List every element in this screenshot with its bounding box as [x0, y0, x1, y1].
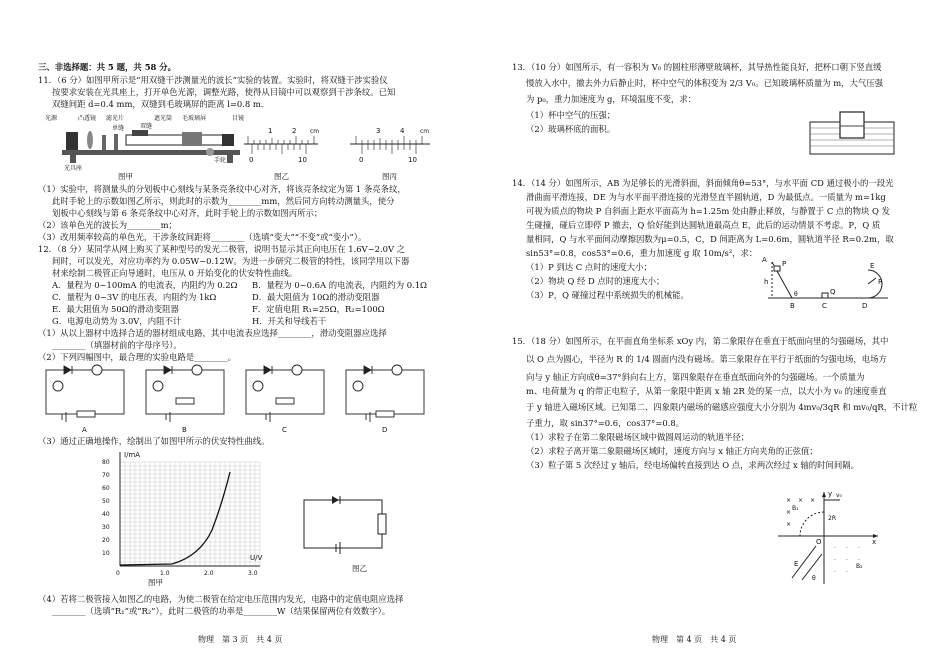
circuit-a	[46, 365, 124, 422]
q14-line: 量相同，Q 与水平面间动摩擦因数为μ=0.5，C，D 间距离为 L=0.6m，圆轨道半径 R=0.2m，取	[526, 234, 894, 244]
svg-text:·: ·	[858, 557, 860, 564]
x-tick-label: 0	[116, 570, 120, 577]
q14-line: 可视为质点的物块 P 自斜面上距水平面高为 h=1.25m 处由静止释放，与静置于 C 点的物块 Q 发	[526, 206, 890, 216]
page-footer-left: 物理 第 3 页 共 4 页	[198, 635, 283, 644]
y-axis-label: I/mA	[124, 451, 141, 459]
label-single-slit: 单缝	[112, 125, 125, 132]
section-title: 三、非选择题：共 5 题，共 58 分。	[38, 62, 177, 72]
q12-sub4: （4）若将二极管接入如图乙的电路，为使二极管在给定电压范围内发光，电路中的定值电阻应选择	[38, 594, 404, 604]
fig-caption: 图乙	[352, 564, 367, 573]
fig-label: θ	[812, 575, 816, 582]
q12-sub4: ________（选填“R₁”或“R₂”），此时二极管的功率是________W（结果保留两位有效数字）。	[52, 606, 391, 616]
tick-label: cm	[420, 128, 430, 135]
svg-text:·: ·	[834, 545, 836, 552]
label-handwheel: 手轮	[214, 157, 227, 164]
circuit-label: B	[182, 426, 187, 434]
x-tick-label: 2.0	[204, 570, 214, 577]
fig-label: C	[822, 302, 827, 310]
q12-option: A．量程为 0~100mA 的电流表，内阻约为 0.2Ω	[52, 280, 238, 290]
q12-option: F．定值电阻 R₁=25Ω，R₂=100Ω	[252, 304, 385, 314]
label-tube: 遮光筒	[154, 115, 173, 122]
q15-line: （1）求粒子在第二象限磁场区域中做圆周运动的轨道半径；	[526, 432, 750, 442]
tick-label: cm	[310, 128, 320, 135]
svg-text:×: ×	[786, 497, 792, 504]
q14-line: （1）P 到达 C 点时的速度大小；	[526, 262, 652, 272]
vernier-scale-c	[348, 124, 432, 168]
q11-line: 11．（6 分）如图甲所示是“用双缝干涉测量光的波长”实验的装置。实验时，将双缝干涉实验仪	[38, 75, 388, 85]
q12-line: 间时，可以发光，对应功率约为 0.05W~0.12W。为进一步研究二极管的特性，该同学用以下器	[52, 256, 410, 266]
q12-line: 12．（8 分）某同学从网上购买了某种型号的发光二极管，说明书显示其正向电压在 1.6V~2.0V 之	[38, 244, 406, 254]
tick-label: 0	[359, 156, 364, 164]
page-footer-right: 物理 第 4 页 共 4 页	[652, 635, 737, 644]
q12-option: B．量程为 0~0.6A 的电流表，内阻约为 0.1Ω	[252, 280, 427, 290]
fig-label: R	[878, 278, 883, 286]
tick-label: 2	[292, 127, 297, 135]
svg-text:·: ·	[846, 569, 848, 576]
fig-label: x	[872, 538, 877, 546]
fig-label: A	[762, 256, 767, 264]
fig-label: B	[790, 302, 795, 310]
y-tick-label: 20	[102, 537, 110, 544]
y-tick-label: 80	[102, 459, 110, 466]
x-tick-label: 3.0	[248, 570, 258, 577]
fig-label: 2R	[828, 515, 836, 522]
fig-label: B₁	[792, 505, 799, 512]
q11-sub: （3）改用频率较高的单色光，干涉条纹间距将________（选填“变大”“不变”或“变小”）。	[38, 232, 367, 242]
q11-sub: （2）该单色光的波长为________m；	[38, 220, 177, 230]
fig-label: E	[870, 262, 875, 270]
y-tick-label: 60	[102, 485, 110, 492]
diode-resistor-circuit	[298, 494, 398, 558]
q14-line: （3）P，Q 碰撞过程中系统损失的机械能。	[526, 290, 689, 300]
label-eyepiece: 目镜	[232, 115, 245, 122]
svg-text:·: ·	[834, 557, 836, 564]
glass-in-water-figure	[806, 108, 898, 158]
fig-label: P	[782, 260, 787, 268]
q12-sub: ________（填器材前的字母序号）。	[52, 340, 182, 350]
q11-line: 按要求安装在光具座上，打开单色光源，调整光路，使得从目镜中可以观察到干涉条纹。已知	[52, 87, 396, 97]
x-axis-label: U/V	[250, 554, 263, 562]
fig-caption: 图甲	[148, 578, 163, 587]
y-tick-label: 40	[102, 511, 110, 518]
tick-label: 4	[400, 127, 405, 135]
q12-option: D．最大阻值为 10Ω的滑动变阻器	[252, 292, 380, 302]
circuit-c	[246, 365, 324, 422]
y-tick-label: 70	[102, 472, 110, 479]
tick-label: 3	[376, 127, 381, 135]
svg-text:·: ·	[858, 545, 860, 552]
label-double-slit: 双缝	[140, 123, 153, 130]
svg-text:×: ×	[786, 521, 792, 528]
q14-line: 生碰撞，碰后立即停 P 撤去，Q 恰好能到达圆轨道最高点 E，此后的运动情景不考虑。P，Q 质	[526, 220, 881, 230]
tick-label: 10	[408, 156, 417, 164]
q11-sub: 此时手轮上的示数如图乙所示，则此时的示数为________mm，然后同方向转动测量头，使分	[52, 196, 395, 206]
q12-option: C．量程为 0~3V 的电压表，内阻约为 1kΩ	[52, 292, 217, 302]
svg-text:·: ·	[846, 557, 848, 564]
q15-line: 以 O 点为圆心，半径为 R 的 1/4 圆面内没有磁场。第三象限存在平行于纸面的匀强电场，电场方	[526, 354, 887, 364]
fig-label: v₀	[836, 492, 842, 499]
circuit-options	[42, 364, 442, 434]
svg-text:×: ×	[810, 497, 816, 504]
y-tick-label: 30	[102, 524, 110, 531]
fig-caption: 图乙	[274, 172, 289, 181]
svg-text:·: ·	[834, 569, 836, 576]
q15-line: 于 y 轴进入磁场区域。已知第二、四象限内磁场的磁感应强度大小分别为 4mv₀/3qR 和 mv₀/qR，不计粒	[526, 402, 918, 412]
coordinate-field-figure	[774, 488, 884, 588]
svg-text:×: ×	[798, 497, 804, 504]
fig-label: D	[862, 302, 868, 310]
q12-line: 材来绘制二极管正向导通时，电压从 0 开始变化的伏安特性曲线。	[52, 268, 298, 278]
q12-sub: （1）从以上器材中选择合适的器材组成电路，其中电流表应选择________，滑动变阻器应选择	[38, 328, 387, 338]
fig-label: Q	[830, 288, 836, 296]
q13-line: 为 p₀，重力加速度为 g，环境温度不变，求：	[526, 94, 697, 104]
circuit-label: C	[282, 426, 287, 434]
vernier-scale-b	[242, 124, 320, 168]
label-filter: 滤光片	[106, 115, 125, 122]
q15-line: 子重力，取 sin37°=0.6，cos37°=0.8。	[526, 418, 685, 428]
fig-label: θ	[794, 291, 798, 298]
y-tick-label: 10	[102, 550, 110, 557]
x-tick-label: 1.0	[160, 570, 170, 577]
circuit-label: D	[382, 426, 388, 434]
svg-text:×: ×	[786, 509, 792, 516]
fig-caption: 图甲	[118, 172, 133, 181]
q15-line: （2）求粒子离开第二象限磁场区域时，速度方向与 x 轴正方向夹角的正弦值；	[526, 446, 818, 456]
q13-line: （2）玻璃杯底的面积。	[526, 124, 616, 134]
q12-option: E．最大阻值为 50Ω的滑动变阻器	[52, 304, 179, 314]
label-lens: 凸透镜	[78, 115, 97, 122]
q15-line: 15．（18 分）如图所示，在平面直角坐标系 xOy 内，第二象限存在垂直于纸面向里的匀强磁场，其中	[512, 336, 889, 346]
q14-line: 滑曲面平滑连接，DE 为与水平面平滑连接的光滑竖直半圆轨道，D 为最低点。一质量为 m=1kg	[526, 192, 886, 202]
fig-caption: 图丙	[382, 172, 397, 181]
y-tick-label: 50	[102, 498, 110, 505]
fig-label: h	[764, 278, 769, 286]
q11-sub: 划板中心刻线与第 6 条亮条纹中心对齐，此时手轮上的示数如图丙所示；	[52, 208, 323, 218]
circuit-label: A	[82, 426, 87, 434]
fig-label: y	[828, 490, 833, 498]
iu-characteristic-graph	[90, 448, 270, 578]
label-optical-bench: 光具座	[64, 165, 83, 172]
q11-sub: （1）实验中，将测量头的分划板中心刻线与某条亮条纹中心对齐，将该亮条纹定为第 1 条亮条纹，	[38, 184, 406, 194]
q12-sub: （2）下列四幅图中，最合理的实验电路是________。	[38, 352, 236, 362]
fig-label: O	[816, 538, 822, 546]
q15-line: 向与 y 轴正方向成θ=37°斜向右上方，第四象限存在垂直纸面向外的匀强磁场。一个质量为	[526, 372, 865, 382]
q13-line: 慢放入水中，撤去外力后静止时，杯中空气的体积变为 2/3 V₀。已知玻璃杯质量为 m，大气压强	[526, 78, 884, 88]
q12-option: G．电源电动势为 3.0V，内阻不计	[52, 316, 182, 326]
incline-track-figure	[758, 256, 918, 312]
fig-label: B₂	[856, 563, 863, 570]
label-screen: 毛玻璃屏	[182, 115, 207, 122]
label-light-source: 光源	[45, 115, 58, 122]
q12-option: H．开关和导线若干	[252, 316, 327, 326]
fig-label: E	[794, 560, 799, 568]
q12-sub3: （3）通过正确地操作，绘制出了如图甲所示的伏安特性曲线。	[38, 436, 270, 446]
circuit-b	[146, 365, 224, 422]
q11-line: 双缝间距 d=0.4 mm，双缝到毛玻璃屏的距离 l=0.8 m．	[52, 99, 270, 109]
q14-line: （2）物块 Q 经 D 点时的速度大小；	[526, 276, 665, 286]
circuit-d	[346, 365, 424, 422]
q15-line: m、电荷量为 q 的带正电粒子，从第一象限中距离 x 轴 2R 处的某一点，以大小为 v₀ 的速度垂直	[526, 386, 887, 396]
q14-line: 14．（14 分）如图所示，AB 为足够长的光滑斜面，斜面倾角θ=53°，与水平面 CD 通过极小的一段光	[512, 178, 894, 188]
tick-label: 10	[298, 156, 307, 164]
tick-label: 1	[268, 127, 273, 135]
q13-line: （1）杯中空气的压强；	[526, 110, 616, 120]
double-slit-apparatus-figure	[42, 110, 252, 172]
tick-label: 0	[249, 156, 254, 164]
svg-text:·: ·	[846, 545, 848, 552]
q15-line: （3）粒子第 5 次经过 y 轴后，经电场偏转直接到达 O 点，求两次经过 x 轴的时间间隔。	[526, 460, 860, 470]
q13-line: 13．（10 分）如图所示，有一容积为 V₀ 的圆柱形薄壁玻璃杯，其导热性能良好，把杯口朝下竖直缓	[512, 62, 882, 72]
q14-line: sin53°=0.8，cos53°=0.6，重力加速度 g 取 10m/s²，求：	[526, 248, 758, 258]
